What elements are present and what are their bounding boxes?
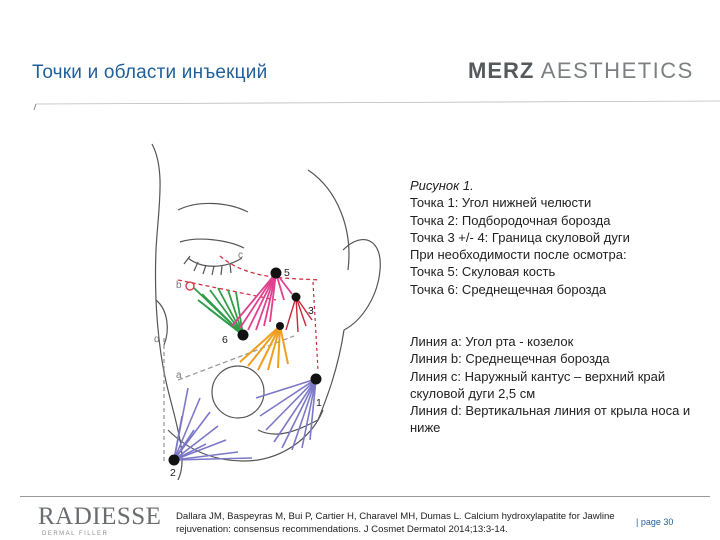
fan-purple-angle [256,379,316,450]
line-text: Среднещечная борозда [461,351,610,367]
page-number: | page 30 [636,517,674,527]
injection-point-1 [311,374,322,385]
label-point-3: 3 [308,305,314,317]
line-c [220,256,320,280]
injection-point-6 [238,330,249,341]
caption-point-6 [410,281,715,298]
brand-logo-bold: MERZ [468,58,535,83]
merz-aesthetics-logo [468,58,694,84]
caption-point-label: Точка 6: [410,281,459,297]
header-divider [0,100,720,112]
radiesse-logo [38,503,162,537]
caption-point-label: Точка 2: [410,212,459,228]
line-label: Линия c: [410,368,461,384]
injection-point-2 [169,455,180,466]
line-text: Вертикальная линия от крыла носа и ниже [410,403,691,436]
line-label: Линия d: [410,403,462,419]
injection-point-4 [276,322,284,330]
injection-point-5 [271,268,282,279]
line-text: Наружный кантус – верхний край скуловой дуги 2,5 см [410,368,666,401]
label-line-a: a [176,370,182,381]
citation: Dallara JM, Baspeyras M, Bui P, Cartier H, Charavel MH, Dumas L. Calcium hydroxylapatite for Jawline rejuvenation: consensus recommendations. J Cosmet Dermatol 2014;13:3-14. [176,511,615,535]
caption-point-text: Угол нижней челюсти [458,195,592,211]
line-c-description [410,368,715,403]
caption-point-text: Среднещечная борозда [458,281,607,297]
caption-title: Рисунок 1. [410,178,474,193]
line-a [178,336,294,380]
label-point-1: 1 [316,397,322,409]
label-point-5: 5 [284,267,290,279]
line-b-description [410,350,715,367]
vertical-red-dashed [313,282,318,370]
label-line-b: b [176,280,182,291]
caption-point-1 [410,194,715,211]
radiesse-logo-text: RADIESSE [38,503,162,530]
brand-logo-light: AESTHETICS [534,58,694,83]
line-a-description [410,333,715,350]
caption-point-text: Скуловая кость [458,264,556,280]
figure-caption [410,177,715,298]
line-label: Линия a: [410,334,462,349]
red-circle-marker [186,282,194,290]
caption-point-text: Подбородочная борозда [458,212,611,228]
caption-point-label: Точка 5: [410,264,459,280]
label-line-d: d [154,334,160,345]
caption-point-label: Точка 1: [410,195,459,211]
radiesse-logo-subtitle: DERMAL FILLER [42,531,109,537]
line-label: Линия b: [410,351,462,367]
slide-title: Точки и области инъекций [32,62,268,83]
line-d-description [410,402,715,437]
label-point-2: 2 [170,467,176,479]
caption-point-text: Граница скуловой дуги [488,229,630,245]
line-text: Угол рта - козелок [461,334,574,349]
label-line-c: c [238,250,243,261]
caption-point-2 [410,212,715,229]
caption-point-label: Точка 3 +/- 4: [410,229,489,245]
caption-note [410,246,715,263]
face-injection-diagram [148,130,398,490]
footer-divider [20,496,710,497]
injection-point-3 [292,293,301,302]
caption-point-text: При необходимости после осмотра: [410,247,627,263]
caption-point-3 [410,229,715,246]
caption-point-5 [410,263,715,280]
fan-green [194,288,243,335]
lines-legend [410,333,715,437]
label-point-6: 6 [222,334,228,346]
